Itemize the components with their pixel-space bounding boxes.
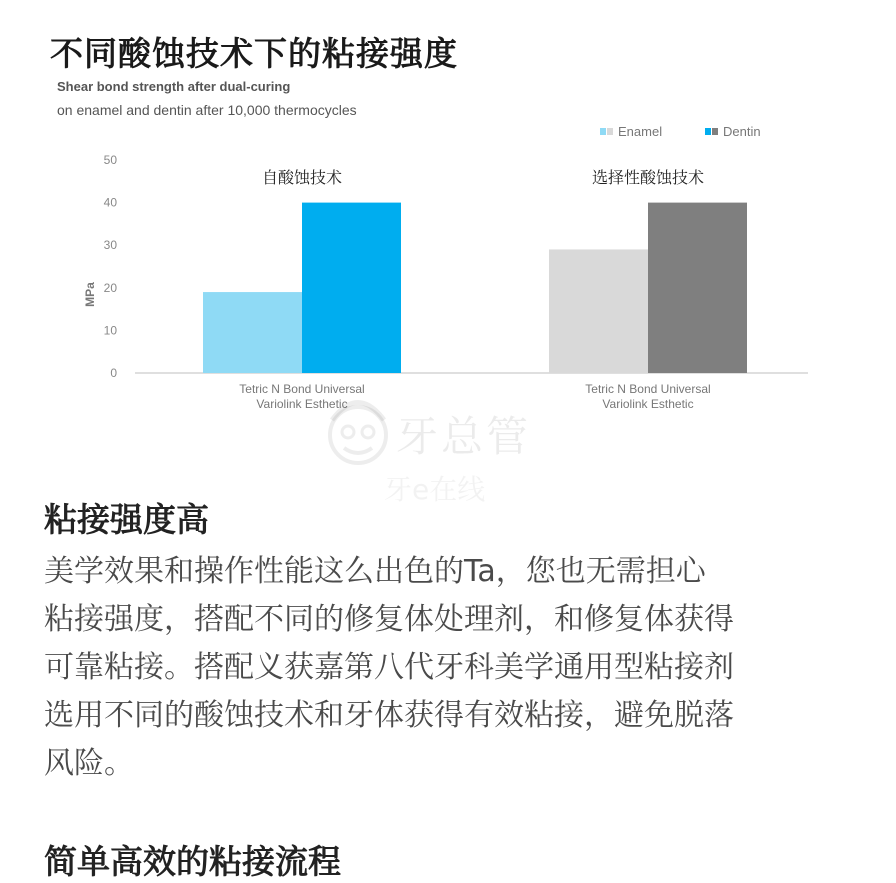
legend-label: Enamel [618,124,663,139]
body-line: 美学效果和操作性能这么出色的Ta，您也无需担心 [44,554,706,589]
page-title: 不同酸蚀技术下的粘接强度 [50,34,458,73]
group-annotation: 选择性酸蚀技术 [591,168,705,187]
watermark-text: 牙总管 [396,412,532,461]
x-category-label: Tetric N Bond Universal [239,382,365,396]
legend-swatch [607,128,613,135]
legend-label: Dentin [723,124,761,139]
y-axis-label: MPa [83,282,97,307]
body-line: 可靠粘接。搭配义获嘉第八代牙科美学通用型粘接剂 [44,650,734,685]
bar-chart [0,115,896,415]
y-tick-label: 30 [103,238,117,253]
section-heading: 粘接强度高 [44,500,209,539]
y-tick-label: 0 [110,366,117,380]
y-tick-label: 40 [103,195,117,210]
chart-subtitle-line2: on enamel and dentin after 10,000 thermocycles [57,102,357,118]
legend-swatch [600,128,606,135]
legend-swatch [705,128,711,135]
bar-dentin [302,203,401,373]
next-section-heading: 简单高效的粘接流程 [44,842,341,881]
body-line: 风险。 [44,746,134,781]
body-line: 选用不同的酸蚀技术和牙体获得有效粘接，避免脱落 [44,698,734,733]
bar-enamel [549,249,648,373]
bar-dentin [648,203,747,373]
group-annotation: 自酸蚀技术 [261,168,343,187]
x-category-label: Variolink Esthetic [602,397,694,411]
watermark-subtext: 牙e在线 [384,473,486,506]
body-line: 粘接强度，搭配不同的修复体处理剂，和修复体获得 [44,602,734,637]
y-tick-label: 20 [103,280,117,295]
chart-subtitle-line1: Shear bond strength after dual-curing [57,79,291,94]
y-tick-label: 50 [103,153,117,167]
x-category-label: Variolink Esthetic [256,397,348,411]
x-category-label: Tetric N Bond Universal [585,382,711,396]
bar-enamel [203,292,302,373]
legend-swatch [712,128,718,135]
y-tick-label: 10 [103,323,117,338]
section-body [44,548,864,788]
